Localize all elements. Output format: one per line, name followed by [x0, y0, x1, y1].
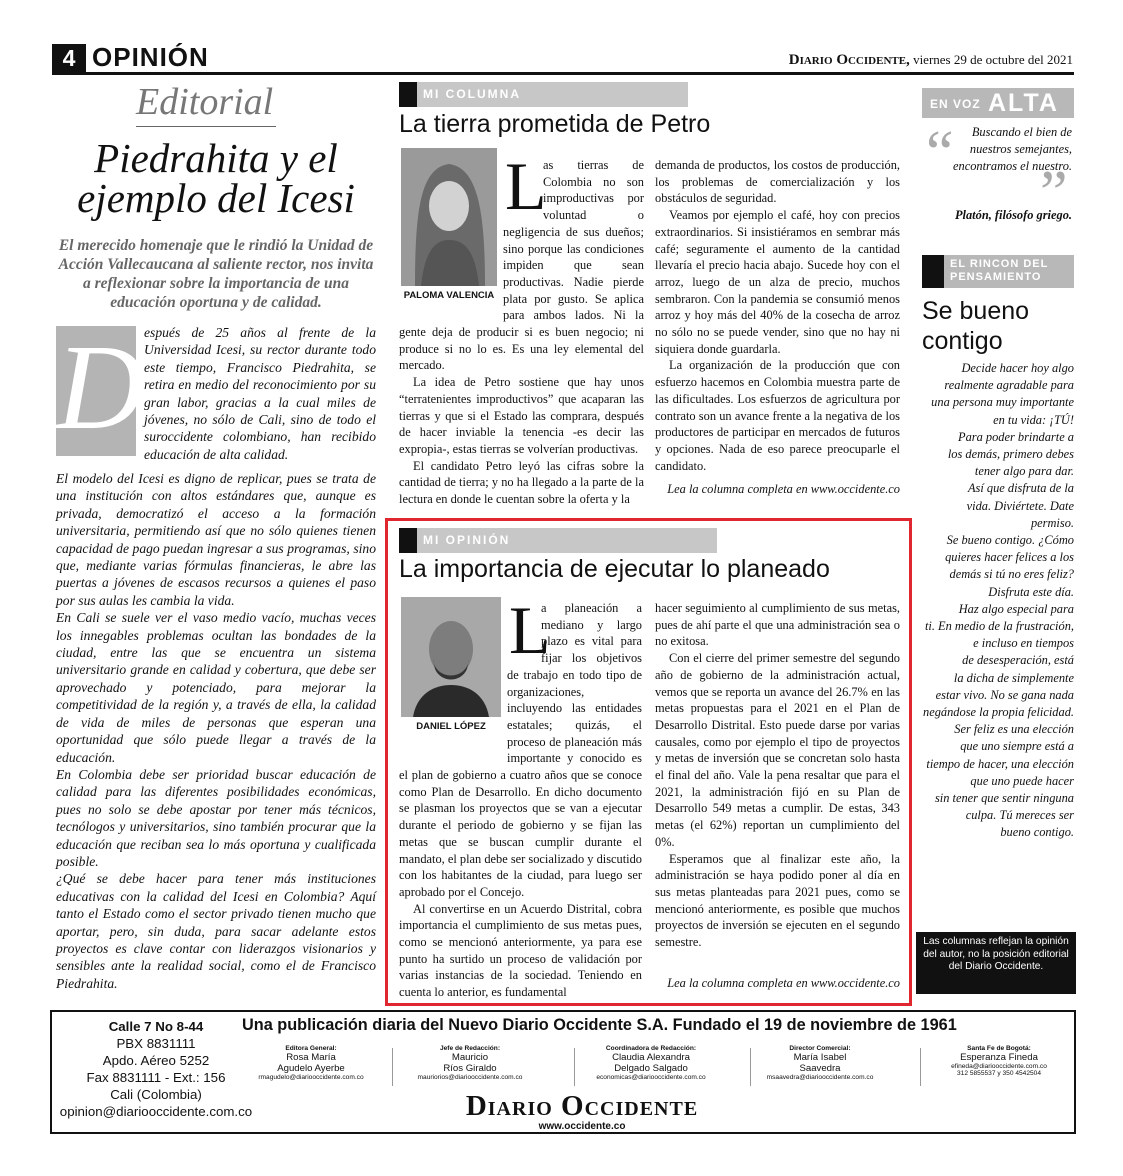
mi-columna-label-bar: [399, 82, 688, 107]
staff-name: Saavedra: [799, 1063, 841, 1074]
rincon-line: vida. Diviértete. Date permiso.: [966, 498, 1074, 530]
editorial-paragraph: En Cali se suele ver el vaso medio vacío, muchas veces los innegables problemas ocultan las bondades de la ciudad, entre las que se encuentra un sistema universitario grande en calidad y cobertura, que debe ser aprovechado y potenciado, para mejorar la competitividad de la región y, a través de ella, la calidad de vida de miles de personas que esperan una oportunidad que sólo puede llegar a través de la educación.: [56, 610, 376, 765]
en-voz-alta-label: [922, 88, 1074, 118]
masthead-url[interactable]: www.occidente.co: [538, 1121, 626, 1132]
mi-columna-dropcap: L: [505, 148, 547, 224]
address-email[interactable]: opinion@diariooccidente.com.co: [59, 1104, 253, 1119]
rincon-line: quieres hacer felices a los: [945, 550, 1074, 565]
rincon-line: Ser feliz es una elección: [954, 722, 1074, 737]
page-number: 4: [52, 44, 86, 72]
staff-name: Agudelo Ayerbe: [277, 1063, 345, 1074]
staff-name: Mauricio: [451, 1052, 489, 1063]
rincon-line: estar vivo. No se gana nada: [935, 687, 1074, 702]
rincon-line: Para poder brindarte a: [958, 429, 1074, 444]
mi-columna-paragraph: La organización de la producción que con esfuerzo hacemos en Colombia muestra parte de las dificultades. Los esfuerzos de agricultura por contrato son un avance frente a la negativa de los productores de participar en mercados de futuros y opciones. Nada de eso parece preocuparle el candidato.: [655, 358, 900, 473]
mi-opinion-title: La importancia de ejecutar lo planeado: [399, 555, 830, 583]
address-pbx: PBX 8831111: [116, 1036, 196, 1051]
section-title: OPINIÓN: [92, 42, 209, 72]
rincon-label-bar: [922, 255, 1074, 288]
rincon-body: [922, 360, 1074, 842]
rincon-line: bueno contigo.: [1000, 825, 1074, 840]
publication-line: Una publicación diaria del Nuevo Diario Occidente S.A. Fundado el 19 de noviembre de 1961: [242, 1016, 957, 1034]
mi-opinion-paragraph: hacer seguimiento al cumplimiento de sus metas, pues de ahí parte el que una administración sea o no exitosa.: [655, 601, 900, 649]
quote-author: Platón, filósofo griego.: [954, 208, 1072, 222]
mi-opinion-first-paragraph: a planeación a mediano y largo plazo es vital para fijar los objetivos de trabajo en todo tipo de organizaciones, incluyendo las entidades estatales; quizás, el proceso de planeación más importante y conocido es el plan de gobierno a cuatro años que se conoce como Plan de Desarrollo. En dicho documento se plasman los proyectos que se van a ejecutar durante el periodo de gobierno y se fijan las metas que se buscan cumplir durante el mandato, el plan debe ser socializado y discutido con los habitantes de la ciudad, para luego ser aprobado por el Concejo.: [399, 601, 642, 899]
editorial-kicker: Editorial: [136, 81, 274, 123]
rincon-title: Se bueno contigo: [922, 297, 1030, 355]
mi-columna-paragraph: demanda de productos, los costos de producción, los problemas de comercialización y los obstáculos de seguridad.: [655, 158, 900, 206]
mi-columna-title: La tierra prometida de Petro: [399, 110, 711, 138]
staff-email[interactable]: efineda@diariooccidente.com.co: [951, 1063, 1047, 1070]
rincon-line: que uno puede hacer: [970, 773, 1074, 788]
rincon-line: e incluso en tiempos: [973, 636, 1074, 651]
staff-name: María Isabel: [793, 1052, 847, 1063]
mi-columna-paragraph: El candidato Petro leyó las cifras sobre la cantidad de tierra; y no ha llegado a la parte de la lectura en donde le cuentan sobre la oferta y la: [399, 458, 644, 507]
mi-columna-paragraph: Veamos por ejemplo el café, hoy con precios extraordinarios. Si insistiéramos en sembrar más café; seguramente el aumento de la cantidad llevaría el precio hacia abajo. Sucede hoy con el arroz, luego de un alza de precio, muchos sembraron. Con la pandemia se consumió menos arroz y hoy más del 40% de la cosecha de arroz no sólo no se puede vender, sino que no hay ni siquiera donde guardarla.: [655, 208, 900, 356]
rincon-line: negándose la propia felicidad.: [923, 705, 1074, 720]
editorial-paragraph: En Colombia debe ser prioridad buscar educación de calidad para las diferentes posibilidades económicas, pues no solo se debe apostar por tener más técnicos, tecnólogos y universitarios, sino también procurar que la educación que reciban sea lo más oportuna y cualificada posible.: [56, 766, 376, 869]
staff-role: Director Comercial:: [789, 1045, 851, 1052]
staff-coordinadora: [576, 1045, 726, 1081]
rincon-line: Se bueno contigo. ¿Cómo: [946, 533, 1074, 548]
footer-address: [56, 1018, 256, 1120]
staff-name: Delgado Salgado: [614, 1063, 688, 1074]
masthead-logo: Diario Occidente: [465, 1090, 699, 1122]
staff-name: Ríos Giraldo: [443, 1063, 497, 1074]
mi-opinion-dropcap: L: [509, 592, 551, 668]
mi-opinion-signoff: Lea la columna completa en www.occidente.co: [667, 976, 900, 990]
staff-jefe: [395, 1045, 545, 1081]
rincon-line: tiempo de hacer, una elección: [926, 756, 1074, 771]
issue-date: viernes 29 de octubre del 2021: [913, 52, 1073, 67]
rincon-line: demás si tú no eres feliz?: [949, 567, 1074, 582]
staff-divider: [392, 1048, 393, 1086]
staff-role: Coordinadora de Redacción:: [605, 1045, 697, 1052]
staff-phone: 312 5855537 y 350 4542504: [957, 1070, 1041, 1077]
rincon-line: realmente agradable para: [944, 378, 1074, 393]
address-city: Cali (Colombia): [110, 1087, 202, 1102]
rincon-line: Decide hacer hoy algo: [961, 361, 1074, 375]
quote-text: Buscando el bien de nuestros semejantes, encontramos el nuestro.: [953, 125, 1072, 173]
rincon-line: sin tener que sentir ninguna: [934, 791, 1074, 806]
editorial-lead: El merecido homenaje que le rindió la Unidad de Acción Vallecaucana al saliente rector, nos invita a reflexionar sobre la importancia de una educación oportuna y de calidad.: [58, 237, 374, 311]
rincon-line: Disfruta este día.: [988, 584, 1074, 599]
paper-name: Diario Occidente,: [788, 52, 910, 68]
staff-role: Editora General:: [285, 1045, 337, 1052]
rincon-line: una persona muy importante: [931, 395, 1074, 410]
en-voz-label-small: EN VOZ: [930, 97, 981, 111]
rincon-line: los demás, primero debes: [947, 447, 1074, 462]
staff-role: Santa Fe de Bogotá:: [967, 1045, 1031, 1052]
staff-email[interactable]: economicas@diariooccidente.com.co: [596, 1074, 706, 1081]
rincon-line: culpa. Tú mereces ser: [965, 808, 1074, 823]
staff-divider: [920, 1048, 921, 1086]
mi-columna-col2: [655, 157, 900, 474]
mi-opinion-paragraph: Con el cierre del primer semestre del segundo año de gobierno de la administración actual, vemos que se reporta un avance del 26.7% en las metas propuestas para el 2021 en el Plan de Desarrollo Distrital. Esto puede darse por varias causales, como por ejemplo el tipo de proyectos y metas de inversión que se concretan solo hasta el final del año. Vale la pena resaltar que para el 2021, la administración fijó en su Plan de Desarrollo 549 metas a cumplir. De estas, 343 metas (el 62%) reportan un cumplimiento del 0%.: [655, 651, 900, 849]
mi-opinion-paragraph: Esperamos que al finalizar este año, la administración se haya podido poner al día en sus metas planteadas para 2021 pues, como se mencionó anteriormente, es posible que muchos proyectos de inversión se ejecuten en el segundo semestre.: [655, 851, 900, 950]
staff-name: Claudia Alexandra: [612, 1052, 690, 1063]
mi-opinion-label: MI OPINIÓN: [423, 533, 511, 547]
en-voz-label-big: ALTA: [988, 89, 1059, 117]
disclaimer: Las columnas reflejan la opinión del autor, no la posición editorial del Diario Occidente.: [916, 932, 1076, 994]
staff-email[interactable]: msaavedra@diariooccidente.com.co: [766, 1074, 874, 1081]
staff-editora: [236, 1045, 386, 1081]
mi-opinion-col2: [655, 600, 900, 951]
staff-name: Rosa María: [286, 1052, 336, 1063]
editorial-title: Piedrahita y el ejemplo del Icesi: [77, 135, 355, 221]
rincon-line: ti. En medio de la frustración,: [924, 619, 1074, 634]
editorial-body: [56, 470, 376, 992]
mi-opinion-col1: [399, 592, 642, 1001]
mi-columna-label: MI COLUMNA: [423, 87, 521, 101]
rincon-line: Así que disfruta de la: [967, 481, 1074, 496]
editorial-paragraph: ¿Qué se debe hacer para tener más instituciones educativas con la calidad del Icesi en Colombia? Aquí tanto el Estado como el sector privado tienen mucho que aportar, pero, sin duda, para sacar adelante estos proyectos es clave contar con liderazgos visionarios y sensibles ante la realidad social, como el de Francisco Piedrahita.: [56, 871, 376, 991]
header-rule: [52, 72, 1074, 75]
rincon-line: de desesperación, está: [962, 653, 1074, 668]
author-name-paloma: PALOMA VALENCIA: [403, 290, 495, 301]
address-po-box: Apdo. Aéreo 5252: [102, 1053, 210, 1068]
address-fax: Fax 8831111 - Ext.: 156: [86, 1070, 226, 1085]
rincon-line: que uno siempre está a: [960, 739, 1074, 754]
address-street: Calle 7 No 8-44: [108, 1019, 204, 1034]
staff-email[interactable]: mauriorios@diariooccidente.com.co: [417, 1074, 523, 1081]
mi-columna-signoff: Lea la columna completa en www.occidente.co: [667, 482, 900, 496]
editorial-first-paragraph: espués de 25 años al frente de la Universidad Icesi, su rector durante todo este tiempo, Francisco Piedrahita, se retira en medio del reconocimiento por su gran labor, gracias a la cual miles de jóvenes, no sólo de Cali, sino de todo el suroccidente colombiano, han recibido educación de alta calidad.: [144, 325, 376, 462]
rincon-line: en tu vida: ¡TÚ!: [993, 412, 1074, 427]
rincon-line: Haz algo especial para: [958, 601, 1074, 616]
mi-columna-col1: [399, 148, 644, 508]
quote-open-icon: “: [926, 119, 954, 187]
mi-columna-first-paragraph: as tierras de Colombia no son improductivas por voluntad o negligencia de sus dueños; sino porque las condiciones impiden que sean productivas. Nadie pierde plata por gusto. Se aplica para ambos lados. Ni la gente deja de producir si es buen negocio; ni produce si no lo es. Es una ley elemental del mercado.: [399, 158, 644, 373]
staff-name: Esperanza Fineda: [960, 1052, 1038, 1063]
editorial-paragraph: El modelo del Icesi es digno de replicar, pues se trata de una institución con altos estándares que, aunque es privada, democratizó el acceso a la formación universitaria, permitiendo así que no sólo quienes tienen capacidad de pago puedan ingresar a sus programas, sino que, mediante varias fórmulas financieras, le abre las puertas a jóvenes de escasos recursos a quienes el paso por sus aulas les cambia la vida.: [56, 471, 376, 608]
dateline: [789, 52, 1073, 69]
editorial-kicker-rule: [136, 126, 276, 127]
mi-columna-paragraph: La idea de Petro sostiene que hay unos “terratenientes improductivos” que acaparan las tierras y que si el Estado las comprara, después de hacer inviable la tenencia -es decir las expropia-, estas tierras se volverían productivas.: [399, 375, 644, 456]
mi-opinion-label-bar: [399, 528, 717, 553]
author-name-daniel: DANIEL LÓPEZ: [416, 721, 486, 732]
staff-email[interactable]: rmagudelo@diariooccidente.com.co: [258, 1074, 364, 1081]
quote-close-icon: ”: [1040, 159, 1068, 227]
staff-bogota: [926, 1045, 1072, 1077]
staff-divider: [574, 1048, 575, 1086]
rincon-label: EL RINCON DEL PENSAMIENTO: [950, 258, 1049, 283]
staff-director: [745, 1045, 895, 1081]
rincon-line: tener algo para dar.: [974, 464, 1074, 479]
staff-role: Jefe de Redacción:: [439, 1045, 501, 1052]
rincon-line: la dicha de simplemente: [953, 670, 1074, 685]
editorial-dropcap: D: [56, 320, 145, 455]
mi-opinion-paragraph: Al convertirse en un Acuerdo Distrital, cobra importancia el cumplimiento de sus metas pues, como se mencionó anteriormente, ya para ese punto ha surtido un proceso de validación por varias instancias de la sociedad. Teniendo en cuenta lo anterior, es fundamental: [399, 901, 642, 1000]
